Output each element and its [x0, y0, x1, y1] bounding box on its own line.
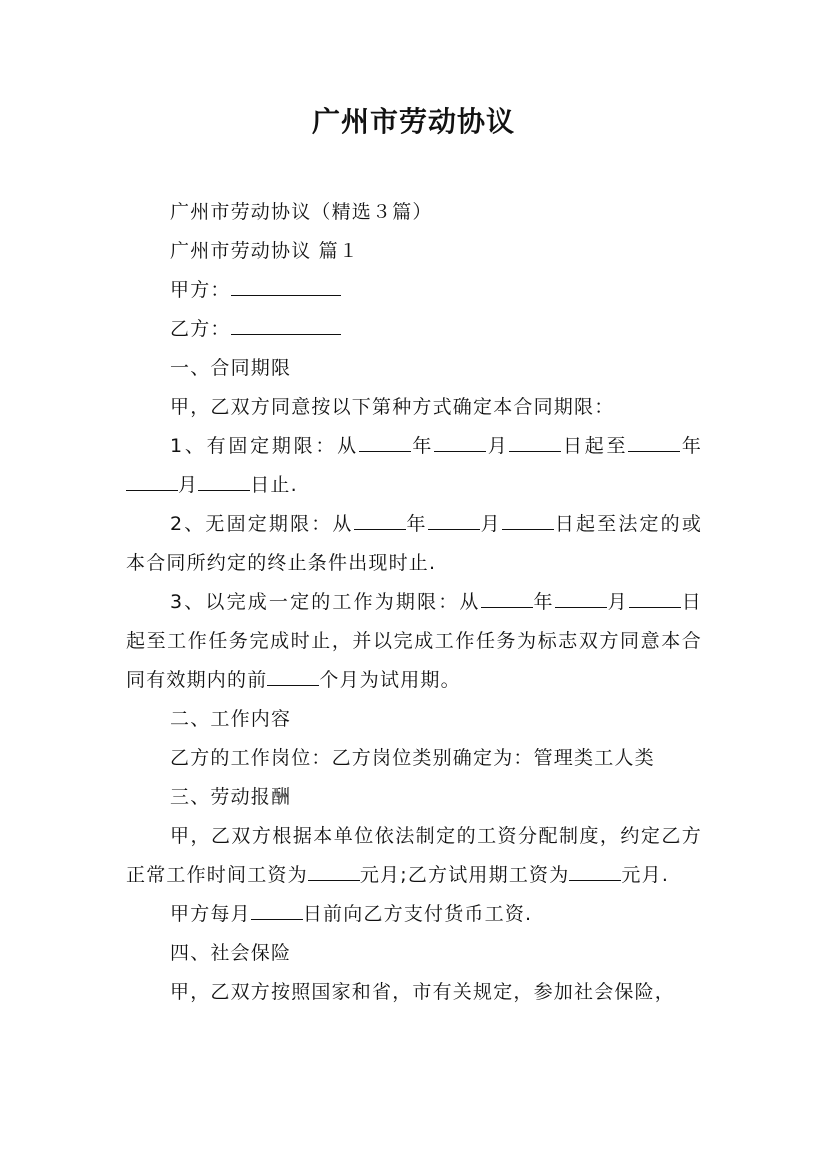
- paragraph: [126, 583, 702, 700]
- paragraph-text: 三、劳动报酬: [170, 786, 292, 808]
- fill-in-blank: [359, 431, 411, 452]
- paragraph: [126, 349, 702, 388]
- paragraph-text: 月: [486, 435, 510, 457]
- paragraph-text: 乙方：: [170, 318, 231, 340]
- fill-in-blank: [126, 470, 178, 491]
- fill-in-blank: [198, 470, 250, 491]
- paragraph-text: 广州市劳动协议 篇１: [170, 240, 360, 262]
- fill-in-blank: [481, 587, 533, 608]
- paragraph-text: 四、社会保险: [170, 942, 292, 964]
- paragraph: [126, 427, 702, 505]
- paragraph-text: 乙方的工作岗位：乙方岗位类别确定为：管理类工人类: [170, 747, 655, 769]
- paragraph-text: 年: [680, 435, 703, 457]
- paragraph-text: 甲，乙双方根据本单位依法制定的工资分配制度，约定乙方正常工作时间工资为: [126, 825, 702, 886]
- paragraph-text: 日止.: [250, 474, 298, 496]
- paragraph-text: 1、有固定期限：从: [170, 435, 359, 457]
- paragraph-text: 二、工作内容: [170, 708, 292, 730]
- paragraph-text: 年: [410, 435, 435, 457]
- paragraph: [126, 388, 702, 427]
- paragraph-text: 日起至: [561, 435, 629, 457]
- fill-in-blank: [434, 431, 486, 452]
- paragraph: [126, 973, 702, 1012]
- paragraph-text: 广州市劳动协议（精选３篇）: [170, 201, 433, 223]
- paragraph-text: 日起至工作任务完成时止，并以完成工作任务为标志双方同意本合同有效期内的前: [126, 591, 703, 691]
- document-title: 广州市劳动协议: [311, 105, 515, 138]
- fill-in-blank: [555, 587, 607, 608]
- paragraph-text: 甲方每月: [170, 903, 251, 925]
- fill-in-blank: [509, 431, 561, 452]
- paragraph: [126, 271, 702, 310]
- fill-in-blank: [628, 431, 680, 452]
- paragraph: [126, 934, 702, 973]
- paragraph-text: 2、无固定期限：从: [170, 513, 354, 535]
- fill-in-blank: [231, 314, 341, 335]
- paragraph-text: 月: [178, 474, 199, 496]
- fill-in-blank: [569, 860, 621, 881]
- paragraph: [126, 700, 702, 739]
- fill-in-blank: [502, 509, 554, 530]
- paragraph-text: 个月为试用期。: [319, 669, 461, 691]
- paragraph-text: 一、合同期限: [170, 357, 292, 379]
- document-body: [126, 193, 702, 1012]
- fill-in-blank: [251, 899, 303, 920]
- paragraph-text: 元月.: [621, 864, 670, 886]
- paragraph-text: 元月;乙方试用期工资为: [359, 864, 570, 886]
- paragraph: [126, 193, 702, 232]
- paragraph-text: 年: [405, 513, 428, 535]
- paragraph-text: 3、以完成一定的工作为期限：从: [170, 591, 481, 613]
- paragraph-text: 日起至法定的或本合同所约定的终止条件出现时止.: [126, 513, 703, 574]
- paragraph: [126, 895, 702, 934]
- fill-in-blank: [267, 665, 319, 686]
- paragraph-text: 月: [606, 591, 629, 613]
- paragraph-text: 甲，乙双方按照国家和省，市有关规定，参加社会保险，: [170, 981, 676, 1003]
- paragraph-text: 甲方：: [170, 279, 231, 301]
- paragraph: [126, 739, 702, 778]
- paragraph-text: 甲，乙双方同意按以下第种方式确定本合同期限：: [170, 396, 615, 418]
- paragraph-text: 月: [479, 513, 502, 535]
- paragraph: [126, 232, 702, 271]
- paragraph: [126, 778, 702, 817]
- fill-in-blank: [354, 509, 406, 530]
- paragraph: [126, 310, 702, 349]
- fill-in-blank: [629, 587, 681, 608]
- paragraph: [126, 505, 702, 583]
- paragraph-text: 日前向乙方支付货币工资.: [302, 903, 533, 925]
- paragraph: [126, 817, 702, 895]
- fill-in-blank: [231, 275, 341, 296]
- paragraph-text: 年: [532, 591, 555, 613]
- fill-in-blank: [308, 860, 360, 881]
- fill-in-blank: [428, 509, 480, 530]
